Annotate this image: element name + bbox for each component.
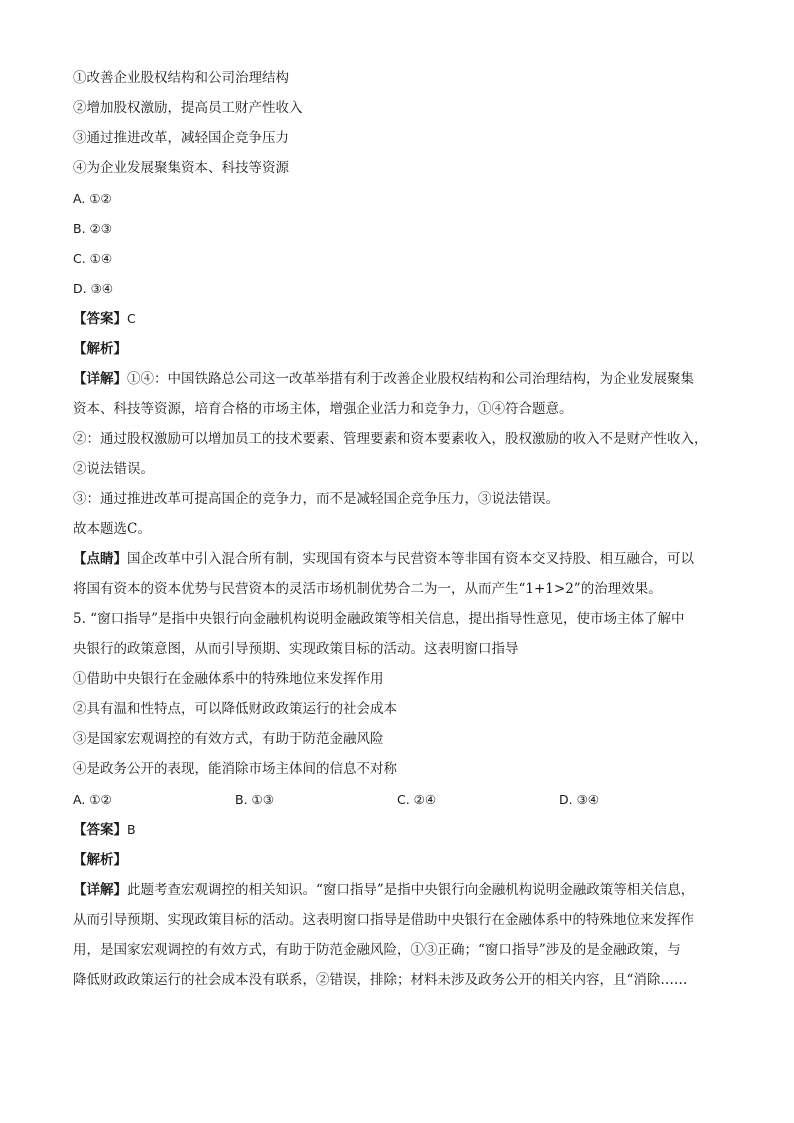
q4-detail-line-4: ②说法错误。 bbox=[73, 461, 154, 477]
q4-option-a: A. ①② bbox=[73, 191, 112, 206]
q4-comment-text-1: 国企改革中引入混合所有制，实现国有资本与民营资本等非国有资本交叉持股、相互融合，可以 bbox=[127, 551, 694, 567]
q5-options-row bbox=[73, 785, 725, 815]
q4-detail-line-3: ②：通过股权激励可以增加员工的技术要素、管理要素和资本要素收入，股权激励的收入不是财产性收入， bbox=[73, 431, 708, 447]
q5-analysis-line bbox=[73, 846, 725, 876]
q5-detail-line-1 bbox=[73, 876, 725, 906]
q5-answer-value: B bbox=[127, 822, 136, 837]
q4-option-b: B. ②③ bbox=[73, 221, 112, 236]
q4-answer-line bbox=[73, 304, 725, 335]
q5-option-c: C. ②④ bbox=[397, 792, 437, 807]
q4-statement-1: ①改善企业股权结构和公司治理结构 bbox=[73, 70, 289, 86]
q4-statement-2: ②增加股权激励，提高员工财产性收入 bbox=[73, 100, 303, 116]
q5-detail-tag: 【详解】 bbox=[73, 882, 127, 898]
q4-statement-3: ③通过推进改革，减轻国企竞争压力 bbox=[73, 130, 289, 146]
q4-detail-line-2: 资本、科技等资源，培育合格的市场主体，增强企业活力和竞争力，①④符合题意。 bbox=[73, 401, 573, 417]
q4-comment-tag: 【点睛】 bbox=[73, 551, 127, 567]
q5-statement-4: ④是政务公开的表现，能消除市场主体间的信息不对称 bbox=[73, 761, 397, 777]
q4-detail-line-6: 故本题选C。 bbox=[73, 521, 151, 537]
q5-analysis-tag: 【解析】 bbox=[73, 852, 127, 868]
q4-detail-line-5: ③：通过推进改革可提高国企的竞争力，而不是减轻国企竞争压力，③说法错误。 bbox=[73, 491, 559, 507]
q4-option-d: D. ③④ bbox=[73, 281, 113, 296]
q4-detail-line-1 bbox=[73, 365, 725, 395]
page-content bbox=[73, 64, 725, 996]
q5-option-d: D. ③④ bbox=[559, 792, 599, 807]
q5-statement-2: ②具有温和性特点，可以降低财政政策运行的社会成本 bbox=[73, 701, 397, 717]
q4-analysis-tag: 【解析】 bbox=[73, 341, 127, 357]
q5-statement-1: ①借助中央银行在金融体系中的特殊地位来发挥作用 bbox=[73, 671, 384, 687]
q5-detail-line-3: 用，是国家宏观调控的有效方式，有助于防范金融风险，①③正确；“窗口指导”涉及的是金融政策，与 bbox=[73, 942, 681, 958]
q5-stem-line-2: 央银行的政策意图，从而引导预期、实现政策目标的活动。这表明窗口指导 bbox=[73, 641, 519, 657]
q5-answer-tag: 【答案】 bbox=[73, 822, 127, 838]
q4-answer-value: C bbox=[127, 311, 136, 326]
q4-statement-4: ④为企业发展聚集资本、科技等资源 bbox=[73, 160, 289, 176]
q5-stem-line-1: 5. “窗口指导”是指中央银行向金融机构说明金融政策等相关信息，提出指导性意见，使市场主体了解中 bbox=[73, 611, 685, 627]
q4-comment-line-1 bbox=[73, 545, 725, 575]
q5-detail-line-2: 从而引导预期、实现政策目标的活动。这表明窗口指导是借助中央银行在金融体系中的特殊地位来发挥作 bbox=[73, 912, 694, 928]
q5-option-b: B. ①③ bbox=[235, 792, 274, 807]
q4-detail-tag: 【详解】 bbox=[73, 371, 127, 387]
q5-detail-line-4: 降低财政政策运行的社会成本没有联系，②错误，排除；材料未涉及政务公开的相关内容，且“消除…… bbox=[73, 972, 688, 988]
q4-analysis-line bbox=[73, 335, 725, 365]
q4-comment-line-2: 将国有资本的资本优势与民营资本的灵活市场机制优势合二为一，从而产生“1+1>2”的治理效果。 bbox=[73, 581, 662, 597]
q4-option-c: C. ①④ bbox=[73, 251, 113, 266]
q5-detail-text-1: 此题考查宏观调控的相关知识。“窗口指导”是指中央银行向金融机构说明金融政策等相关信息， bbox=[127, 882, 695, 898]
q5-statement-3: ③是国家宏观调控的有效方式，有助于防范金融风险 bbox=[73, 731, 384, 747]
q5-answer-line bbox=[73, 815, 725, 846]
q4-answer-tag: 【答案】 bbox=[73, 311, 127, 327]
q5-option-a: A. ①② bbox=[73, 792, 112, 807]
q4-detail-text-1: ①④：中国铁路总公司这一改革举措有利于改善企业股权结构和公司治理结构，为企业发展聚集 bbox=[127, 371, 694, 387]
